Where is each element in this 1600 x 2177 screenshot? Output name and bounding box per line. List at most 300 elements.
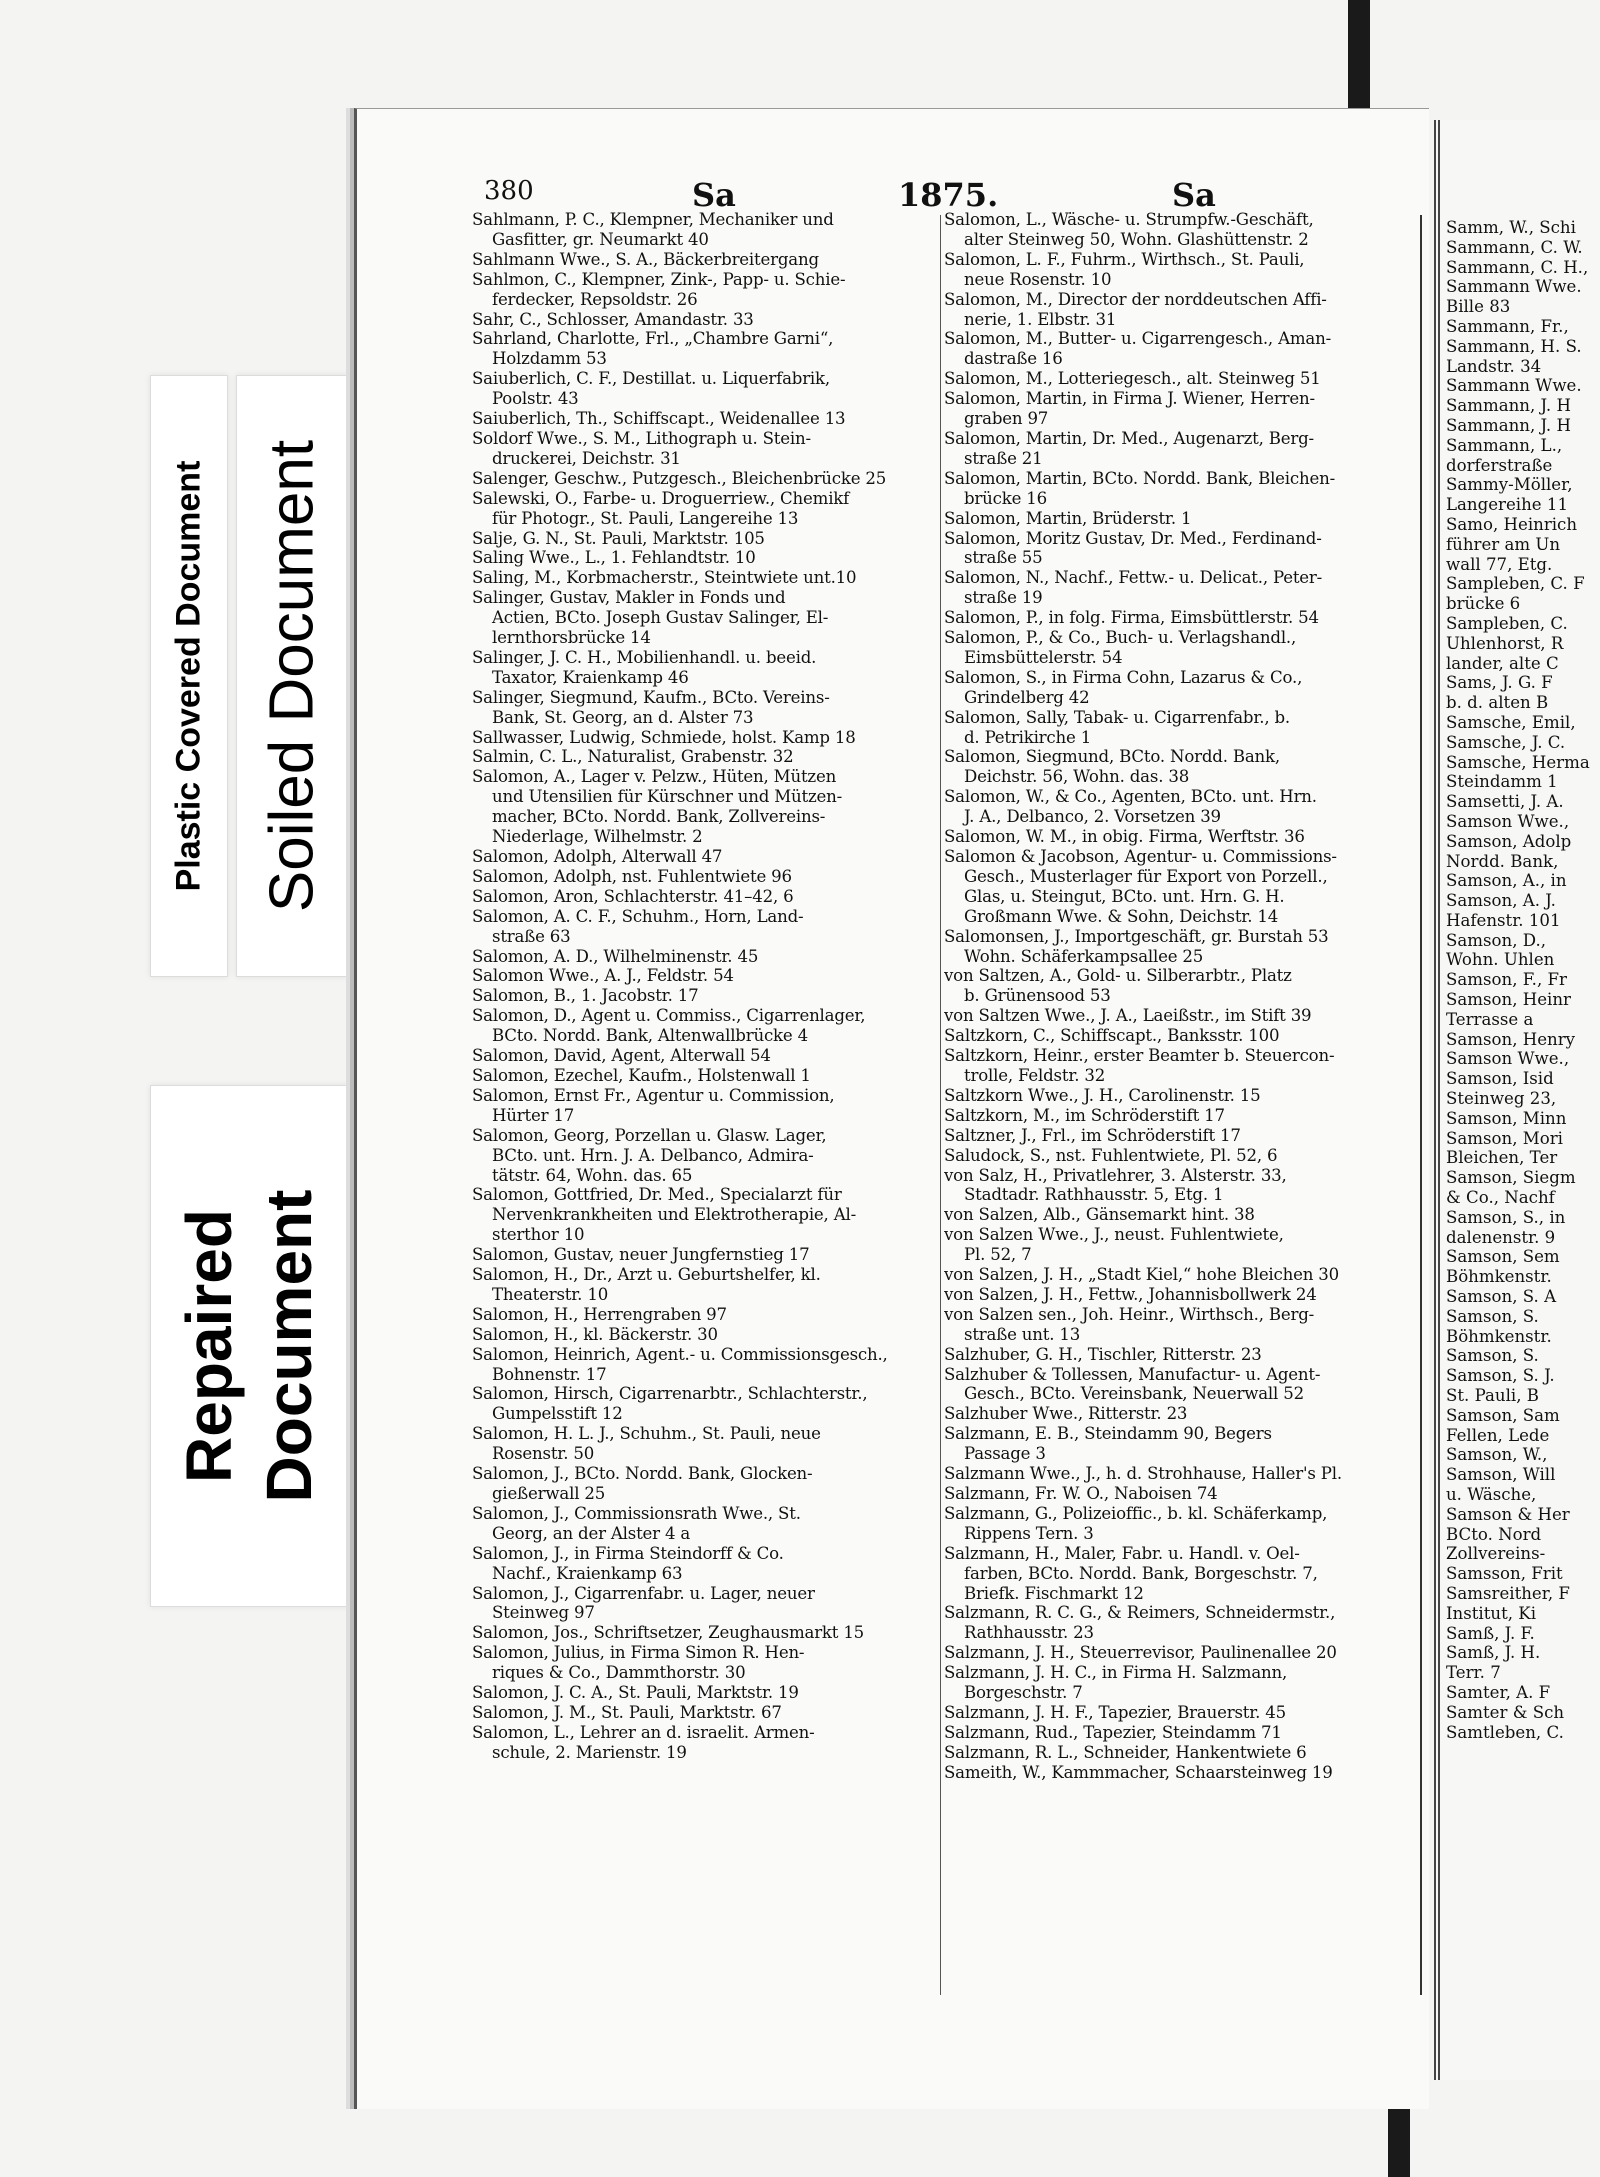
- facing-page-fragment: Samson, Siegm: [1446, 1168, 1576, 1188]
- directory-entry: [944, 927, 1414, 967]
- entry-line: Salomon, H. L. J., Schuhm., St. Pauli, neue: [472, 1424, 821, 1444]
- entry-line: Salomon, Hirsch, Cigarrenarbtr., Schlachterstr.,: [472, 1384, 868, 1404]
- entry-line: Saltzkorn Wwe., J. H., Carolinenstr. 15: [944, 1085, 1261, 1105]
- entry-line: Salinger, Gustav, Makler in Fonds und: [472, 588, 786, 608]
- directory-entry: [472, 568, 934, 588]
- facing-page-fragment: Sammann, J. H: [1446, 415, 1571, 435]
- facing-page-fragment: lander, alte C: [1446, 653, 1559, 673]
- directory-entry: [472, 529, 934, 549]
- entry-line: Salomon, M., Lotteriegesch., alt. Steinweg 51: [944, 369, 1321, 389]
- entry-continuation: Taxator, Kraienkamp 46: [492, 667, 689, 687]
- facing-page-fragment: Sammann, C. H.,: [1446, 257, 1589, 277]
- entry-line: von Salzen, J. H., Fettw., Johannisbollwerk 24: [944, 1284, 1317, 1304]
- facing-page-fragment: dorferstraße: [1446, 455, 1553, 475]
- entry-line: Salzmann, R. L., Schneider, Hankentwiete 6: [944, 1742, 1307, 1762]
- facing-page-fragment: u. Wäsche,: [1446, 1485, 1537, 1504]
- entry-line: Saltzner, J., Frl., im Schröderstift 17: [944, 1125, 1241, 1145]
- directory-entry: [944, 708, 1414, 748]
- facing-page-fragment: Wohn. Uhlen: [1446, 950, 1555, 970]
- facing-page-fragment: & Co., Nachf: [1446, 1188, 1555, 1208]
- facing-page-fragment: Samson, Heinr: [1446, 990, 1571, 1010]
- entry-continuation: Gesch., Musterlager für Export von Porzell.,: [964, 866, 1328, 886]
- facing-page-fragment: Samson, Adolp: [1446, 831, 1572, 851]
- entry-continuation: Niederlage, Wilhelmstr. 2: [492, 827, 703, 847]
- directory-entry: [472, 1006, 934, 1046]
- entry-line: Salomon, D., Agent u. Commiss., Cigarrenlager,: [472, 1006, 866, 1026]
- entry-continuation: straße unt. 13: [964, 1324, 1081, 1344]
- facing-page-fragment: Samter, A. F: [1446, 1682, 1551, 1702]
- directory-entry: [944, 1345, 1414, 1365]
- entry-line: Salzmann, J. H., Steuerrevisor, Paulinenallee 20: [944, 1643, 1337, 1663]
- entry-continuation: gießerwall 25: [492, 1484, 606, 1503]
- directory-entry: [944, 1365, 1414, 1405]
- entry-continuation: Briefk. Fischmarkt 12: [964, 1583, 1144, 1603]
- soiled-label: [236, 375, 348, 977]
- entry-continuation: riques & Co., Dammthorstr. 30: [492, 1663, 746, 1683]
- facing-page-fragment: Uhlenhorst, R: [1446, 633, 1564, 653]
- entry-continuation: schule, 2. Marienstr. 19: [492, 1742, 687, 1762]
- entry-line: Salomon, J. M., St. Pauli, Marktstr. 67: [472, 1702, 782, 1722]
- entry-continuation: neue Rosenstr. 10: [964, 269, 1112, 289]
- entry-line: Salomon, J., BCto. Nordd. Bank, Glocken-: [472, 1464, 813, 1484]
- entry-line: Salomon, Siegmund, BCto. Nordd. Bank,: [944, 747, 1280, 767]
- directory-entry: [472, 1046, 934, 1066]
- entry-line: Salomon, W. M., in obig. Firma, Werftstr. 36: [944, 827, 1305, 847]
- directory-entry: [944, 1225, 1414, 1265]
- entry-line: Salomon, Sally, Tabak- u. Cigarrenfabr., b.: [944, 707, 1290, 727]
- directory-entry: [472, 1325, 934, 1345]
- facing-page-fragment: St. Pauli, B: [1446, 1386, 1539, 1406]
- directory-entry: [944, 1086, 1414, 1106]
- facing-page-fragment: Samo, Heinrich: [1446, 514, 1578, 534]
- facing-page-fragment: Steinweg 23,: [1446, 1089, 1557, 1109]
- facing-page-fragment: Samsetti, J. A.: [1446, 792, 1564, 812]
- entry-line: Salzmann, Fr. W. O., Naboisen 74: [944, 1484, 1218, 1503]
- entry-line: Salomon Wwe., A. J., Feldstr. 54: [472, 966, 734, 986]
- directory-entry: [472, 1623, 934, 1643]
- facing-page-fragment: b. d. alten B: [1446, 693, 1549, 713]
- directory-entry: [472, 489, 934, 529]
- entry-continuation: Nachf., Kraienkamp 63: [492, 1563, 683, 1583]
- entry-line: Salzmann, Rud., Tapezier, Steindamm 71: [944, 1722, 1282, 1742]
- entry-line: Salomon, Martin, BCto. Nordd. Bank, Bleichen-: [944, 468, 1336, 488]
- facing-page-fragment: Samm, W., Schi: [1446, 218, 1576, 237]
- entry-line: Salomon, L. F., Fuhrm., Wirthsch., St. Pauli,: [944, 249, 1305, 269]
- directory-entry: [944, 1703, 1414, 1723]
- entry-line: Saltzkorn, Heinr., erster Beamter b. Steuercon-: [944, 1046, 1335, 1066]
- directory-column-facing-page: [1446, 218, 1600, 1742]
- facing-page-fragment: Samß, J. F.: [1446, 1623, 1535, 1643]
- entry-line: Sahrland, Charlotte, Frl., „Chambre Garni“,: [472, 329, 834, 349]
- entry-line: von Salz, H., Privatlehrer, 3. Alsterstr. 33,: [944, 1165, 1287, 1185]
- entry-line: Salomon, Aron, Schlachterstr. 41–42, 6: [472, 886, 794, 906]
- entry-line: Salomon, David, Agent, Alterwall 54: [472, 1046, 771, 1066]
- year-heading: 1875.: [898, 176, 999, 214]
- directory-entry: [944, 1484, 1414, 1504]
- entry-continuation: Theaterstr. 10: [492, 1284, 609, 1304]
- facing-page-fragment: brücke 6: [1446, 594, 1521, 614]
- facing-page-fragment: Samsche, Emil,: [1446, 712, 1576, 732]
- directory-entry: [944, 1424, 1414, 1464]
- entry-line: Saling Wwe., L., 1. Fehlandtstr. 10: [472, 548, 756, 568]
- facing-page-fragment: Samsreither, F: [1446, 1583, 1570, 1603]
- directory-entry: [472, 1245, 934, 1265]
- facing-page-fragment: wall 77, Etg.: [1446, 554, 1553, 574]
- facing-page-fragment: Sampleben, C. F: [1446, 574, 1585, 594]
- entry-continuation: dastraße 16: [964, 349, 1063, 369]
- directory-entry: [944, 1305, 1414, 1345]
- repaired-line-2: Document: [253, 1189, 325, 1503]
- entry-continuation: macher, BCto. Nordd. Bank, Zollvereins-: [492, 807, 826, 827]
- directory-entry: [472, 409, 934, 429]
- directory-entry: [944, 1643, 1414, 1663]
- directory-entry: [472, 887, 934, 907]
- directory-entry: [472, 1723, 934, 1763]
- entry-continuation: b. Grünensood 53: [964, 986, 1111, 1006]
- directory-entry: [944, 529, 1414, 569]
- entry-line: Salzmann, J. H. F., Tapezier, Brauerstr. 45: [944, 1702, 1287, 1722]
- entry-line: Salomon, W., & Co., Agenten, BCto. unt. Hrn.: [944, 787, 1317, 807]
- entry-line: Soldorf Wwe., S. M., Lithograph u. Stein-: [472, 428, 811, 448]
- facing-page-fragment: Samson, S.: [1446, 1306, 1539, 1326]
- entry-line: Salomon, Martin, Brüderstr. 1: [944, 508, 1192, 528]
- facing-page-fragment: Fellen, Lede: [1446, 1425, 1550, 1445]
- entry-continuation: brücke 16: [964, 488, 1047, 508]
- facing-page-fragment: Samson & Her: [1446, 1504, 1570, 1524]
- directory-entry: [944, 250, 1414, 290]
- facing-page-fragment: Samson, A. J.: [1446, 891, 1556, 911]
- entry-continuation: Glas, u. Steingut, BCto. unt. Hrn. G. H.: [964, 886, 1285, 906]
- entry-continuation: Georg, an der Alster 4 a: [492, 1523, 691, 1543]
- facing-page-fragment: Samter & Sch: [1446, 1702, 1565, 1722]
- entry-continuation: Rippens Tern. 3: [964, 1523, 1094, 1543]
- directory-entry: [944, 1006, 1414, 1026]
- entry-continuation: Actien, BCto. Joseph Gustav Salinger, El-: [492, 608, 829, 628]
- directory-entry: [472, 1464, 934, 1504]
- entry-line: Salomon, J. C. A., St. Pauli, Marktstr. 19: [472, 1683, 799, 1703]
- soiled-text: Soiled Document: [257, 439, 327, 913]
- directory-entry: [944, 389, 1414, 429]
- right-heading: Sa: [1172, 176, 1216, 214]
- directory-entry: [472, 767, 934, 847]
- directory-entry: [472, 469, 934, 489]
- directory-entry: [944, 1504, 1414, 1544]
- entry-line: Salje, G. N., St. Pauli, Marktstr. 105: [472, 528, 765, 548]
- entry-line: Salomon, J., Commissionsrath Wwe., St.: [472, 1503, 801, 1523]
- facing-page-fragment: Samsche, Herma: [1446, 752, 1590, 772]
- directory-entry: [472, 648, 934, 688]
- entry-line: Salzhuber & Tollessen, Manufactur- u. Agent-: [944, 1364, 1321, 1384]
- facing-page-fragment: Samson, S.: [1446, 1346, 1539, 1366]
- facing-page-fragment: Samson, Sem: [1446, 1247, 1560, 1267]
- directory-entry: [944, 1146, 1414, 1166]
- entry-line: Saling, M., Korbmacherstr., Steintwiete unt.10: [472, 568, 857, 588]
- column-divider: [940, 215, 941, 1995]
- entry-line: Salomon, H., Herrengraben 97: [472, 1304, 727, 1324]
- entry-continuation: BCto. unt. Hrn. J. A. Delbanco, Admira-: [492, 1145, 814, 1165]
- entry-line: Saltzkorn, M., im Schröderstift 17: [944, 1105, 1225, 1125]
- entry-line: Salomon, Martin, in Firma J. Wiener, Herren-: [944, 389, 1315, 409]
- entry-continuation: BCto. Nordd. Bank, Altenwallbrücke 4: [492, 1026, 808, 1046]
- facing-page-fragment: Samtleben, C.: [1446, 1722, 1564, 1742]
- entry-line: Salzhuber Wwe., Ritterstr. 23: [944, 1404, 1188, 1424]
- directory-entry: [472, 688, 934, 728]
- facing-page-fragment: Sammann, H. S.: [1446, 336, 1582, 356]
- directory-entry: [472, 250, 934, 270]
- facing-page-fragment: Samson Wwe.,: [1446, 811, 1570, 831]
- entry-line: Salzmann, E. B., Steindamm 90, Begers: [944, 1424, 1272, 1444]
- directory-entry: [944, 1404, 1414, 1424]
- entry-line: Salomon, Gottfried, Dr. Med., Specialarzt für: [472, 1185, 842, 1205]
- entry-continuation: Bohnenstr. 17: [492, 1364, 607, 1384]
- directory-entry: [472, 310, 934, 330]
- repaired-label: [150, 1085, 348, 1607]
- entry-line: Salmin, C. L., Naturalist, Grabenstr. 32: [472, 747, 794, 767]
- directory-entry: [472, 867, 934, 887]
- directory-entry: [472, 747, 934, 767]
- facing-page-fragment: Zollvereins-: [1446, 1544, 1546, 1564]
- entry-continuation: graben 97: [964, 409, 1049, 429]
- facing-page-fragment: Bille 83: [1446, 297, 1511, 317]
- entry-continuation: sterthor 10: [492, 1225, 585, 1245]
- entry-continuation: alter Steinweg 50, Wohn. Glashüttenstr. 2: [964, 229, 1309, 249]
- page-number: 380: [484, 176, 534, 206]
- facing-page-fragment: Samson Wwe.,: [1446, 1049, 1570, 1069]
- directory-entry: [944, 608, 1414, 628]
- entry-line: Salomon, N., Nachf., Fettw.- u. Delicat., Peter-: [944, 568, 1323, 588]
- directory-column-left: [472, 210, 934, 1763]
- entry-continuation: straße 19: [964, 588, 1043, 608]
- directory-entry: [944, 668, 1414, 708]
- directory-entry: [944, 568, 1414, 608]
- entry-continuation: für Photogr., St. Pauli, Langereihe 13: [492, 508, 799, 528]
- entry-continuation: Bank, St. Georg, an d. Alster 73: [492, 707, 754, 727]
- entry-line: Saltzkorn, C., Schiffscapt., Banksstr. 100: [944, 1026, 1280, 1046]
- entry-line: Salomon, M., Director der norddeutschen Affi-: [944, 289, 1327, 309]
- facing-page-fragment: Samsson, Frit: [1446, 1564, 1563, 1584]
- directory-entry: [944, 469, 1414, 509]
- directory-entry: [944, 1106, 1414, 1126]
- facing-page-fragment: Terr. 7: [1446, 1663, 1501, 1683]
- entry-line: von Salzen, Alb., Gänsemarkt hint. 38: [944, 1205, 1255, 1225]
- entry-continuation: Eimsbüttelerstr. 54: [964, 647, 1123, 667]
- entry-line: Saiuberlich, Th., Schiffscapt., Weidenallee 13: [472, 409, 846, 429]
- directory-entry: [944, 290, 1414, 330]
- facing-page-fragment: Böhmkenstr.: [1446, 1326, 1552, 1346]
- directory-entry: [472, 728, 934, 748]
- entry-continuation: trolle, Feldstr. 32: [964, 1065, 1106, 1085]
- directory-entry: [944, 509, 1414, 529]
- entry-continuation: tätstr. 64, Wohn. das. 65: [492, 1165, 693, 1185]
- directory-entry: [472, 588, 934, 648]
- entry-continuation: Deichstr. 56, Wohn. das. 38: [964, 767, 1190, 787]
- directory-entry: [472, 429, 934, 469]
- directory-entry: [472, 1544, 934, 1584]
- directory-entry: [944, 210, 1414, 250]
- entry-line: Salomonsen, J., Importgeschäft, gr. Burstah 53: [944, 926, 1329, 946]
- entry-line: Salomon, A., Lager v. Pelzw., Hüten, Mützen: [472, 767, 837, 787]
- directory-entry: [472, 1643, 934, 1683]
- entry-line: Salomon, Adolph, Alterwall 47: [472, 847, 723, 866]
- directory-entry: [944, 1166, 1414, 1206]
- facing-page-fragment: Böhmkenstr.: [1446, 1267, 1552, 1287]
- entry-line: Salzmann, G., Polizeioffic., b. kl. Schäferkamp,: [944, 1503, 1328, 1523]
- facing-page-fragment: Samson, S. J.: [1446, 1366, 1555, 1386]
- facing-page-fragment: Sammann, Fr.,: [1446, 316, 1569, 336]
- facing-page-fragment: Sammann, J. H: [1446, 396, 1571, 416]
- directory-entry: [472, 847, 934, 867]
- facing-page-fragment: Institut, Ki: [1446, 1603, 1537, 1623]
- entry-continuation: farben, BCto. Nordd. Bank, Borgeschstr. 7,: [964, 1563, 1318, 1583]
- entry-line: Salomon, L., Wäsche- u. Strumpfw.-Geschäft,: [944, 210, 1314, 229]
- entry-line: Salenger, Geschw., Putzgesch., Bleichenbrücke 25: [472, 468, 887, 488]
- entry-line: Salomon, P., in folg. Firma, Eimsbüttlerstr. 54: [944, 608, 1319, 628]
- entry-line: Sahlmann Wwe., S. A., Bäckerbreitergang: [472, 249, 819, 269]
- facing-page-fragment: Steindamm 1: [1446, 772, 1558, 792]
- directory-entry: [944, 1205, 1414, 1225]
- plastic-covered-label: [150, 375, 228, 977]
- entry-continuation: J. A., Delbanco, 2. Vorsetzen 39: [964, 807, 1221, 827]
- facing-page-fragment: Sammann, C. W.: [1446, 237, 1583, 257]
- directory-entry: [944, 329, 1414, 369]
- directory-entry: [472, 1185, 934, 1245]
- entry-line: von Salzen, J. H., „Stadt Kiel,“ hohe Bleichen 30: [944, 1265, 1340, 1285]
- facing-page-fragment: Sammann Wwe.: [1446, 277, 1582, 297]
- entry-continuation: Grindelberg 42: [964, 687, 1090, 707]
- left-heading: Sa: [692, 176, 736, 214]
- entry-line: Salzmann, R. C. G., & Reimers, Schneidermstr.,: [944, 1603, 1336, 1623]
- facing-page-fragment: Langereihe 11: [1446, 495, 1568, 515]
- entry-line: Salomon, Adolph, nst. Fuhlentwiete 96: [472, 866, 792, 886]
- binding-bar-top: [1348, 0, 1370, 112]
- facing-page-fragment: Samson, Henry: [1446, 1029, 1576, 1049]
- repaired-text: [169, 1190, 329, 1503]
- directory-entry: [472, 947, 934, 967]
- entry-continuation: lernthorsbrücke 14: [492, 628, 651, 648]
- facing-page-fragment: Samson, Isid: [1446, 1069, 1554, 1089]
- entry-continuation: Pl. 52, 7: [964, 1245, 1032, 1265]
- entry-line: Salomon, Julius, in Firma Simon R. Hen-: [472, 1643, 805, 1663]
- page-gutter-divider: [1420, 215, 1422, 1995]
- entry-line: Salomon, A. D., Wilhelminenstr. 45: [472, 946, 759, 966]
- entry-line: Salomon, Ezechel, Kaufm., Holstenwall 1: [472, 1065, 811, 1085]
- entry-continuation: Poolstr. 43: [492, 389, 579, 409]
- directory-entry: [472, 966, 934, 986]
- entry-continuation: nerie, 1. Elbstr. 31: [964, 309, 1117, 329]
- entry-line: Salomon, H., Dr., Arzt u. Geburtshelfer, kl.: [472, 1265, 821, 1285]
- directory-entry: [472, 986, 934, 1006]
- facing-page-fragment: Terrasse a: [1446, 1009, 1534, 1029]
- directory-entry: [472, 210, 934, 250]
- facing-page-fragment: Samson, Sam: [1446, 1405, 1560, 1425]
- plastic-covered-text: Plastic Covered Document: [169, 460, 208, 892]
- directory-entry: [944, 827, 1414, 847]
- entry-continuation: Passage 3: [964, 1444, 1046, 1464]
- entry-line: Salomon, M., Butter- u. Cigarrengesch., Aman-: [944, 329, 1331, 349]
- facing-page-fragment: Samson, Will: [1446, 1465, 1556, 1485]
- directory-entry: [472, 548, 934, 568]
- directory-entry: [472, 1345, 934, 1385]
- directory-entry: [944, 1126, 1414, 1146]
- directory-entry: [944, 847, 1414, 927]
- directory-entry: [472, 1126, 934, 1186]
- entry-line: Salzmann, J. H. C., in Firma H. Salzmann,: [944, 1663, 1288, 1683]
- facing-page-fragment: Landstr. 34: [1446, 356, 1542, 376]
- entry-line: Salewski, O., Farbe- u. Droguerriew., Chemikf: [472, 488, 850, 508]
- entry-continuation: Rathhausstr. 23: [964, 1623, 1094, 1643]
- entry-line: Sahlmann, P. C., Klempner, Mechaniker und: [472, 210, 834, 229]
- directory-entry: [472, 1584, 934, 1624]
- directory-entry: [944, 1026, 1414, 1046]
- entry-line: von Saltzen, A., Gold- u. Silberarbtr., Platz: [944, 966, 1292, 986]
- entry-continuation: d. Petrikirche 1: [964, 727, 1092, 747]
- entry-continuation: Gesch., BCto. Vereinsbank, Neuerwall 52: [964, 1384, 1304, 1404]
- entry-line: Salomon, Martin, Dr. Med., Augenarzt, Berg-: [944, 428, 1314, 448]
- facing-page-fragment: Bleichen, Ter: [1446, 1148, 1558, 1168]
- entry-line: Salomon, Jos., Schriftsetzer, Zeughausmarkt 15: [472, 1623, 865, 1643]
- directory-entry: [472, 369, 934, 409]
- entry-continuation: Großmann Wwe. & Sohn, Deichstr. 14: [964, 906, 1279, 926]
- entry-line: Salomon, S., in Firma Cohn, Lazarus & Co.,: [944, 667, 1303, 687]
- facing-page-fragment: Samson, D.,: [1446, 930, 1546, 950]
- entry-line: Sahr, C., Schlosser, Amandastr. 33: [472, 309, 754, 329]
- directory-entry: [944, 1046, 1414, 1086]
- entry-line: Sameith, W., Kammmacher, Schaarsteinweg 19: [944, 1762, 1333, 1782]
- facing-page-fragment: Sampleben, C.: [1446, 613, 1568, 633]
- entry-continuation: straße 63: [492, 926, 571, 946]
- entry-continuation: straße 21: [964, 448, 1043, 468]
- directory-entry: [472, 1305, 934, 1325]
- entry-continuation: ferdecker, Repsoldstr. 26: [492, 289, 698, 309]
- directory-entry: [472, 1086, 934, 1126]
- directory-entry: [944, 1603, 1414, 1643]
- facing-page-fragment: Nordd. Bank,: [1446, 851, 1559, 871]
- facing-page-fragment: Samson, A., in: [1446, 871, 1567, 891]
- entry-line: Salzmann Wwe., J., h. d. Strohhause, Haller's Pl.: [944, 1464, 1342, 1484]
- entry-line: Salomon, Georg, Porzellan u. Glasw. Lager,: [472, 1125, 827, 1145]
- entry-continuation: Steinweg 97: [492, 1603, 595, 1623]
- facing-page-fragment: Samß, J. H.: [1446, 1643, 1541, 1663]
- entry-line: Salomon, J., in Firma Steindorff & Co.: [472, 1543, 784, 1563]
- repaired-line-1: Repaired: [173, 1209, 245, 1483]
- entry-line: Salinger, Siegmund, Kaufm., BCto. Vereins-: [472, 687, 830, 707]
- directory-entry: [472, 1265, 934, 1305]
- entry-continuation: Holzdamm 53: [492, 349, 607, 369]
- directory-entry: [472, 1504, 934, 1544]
- directory-entry: [944, 1464, 1414, 1484]
- entry-continuation: Rosenstr. 50: [492, 1444, 595, 1464]
- entry-line: Salomon, Heinrich, Agent.- u. Commissionsgesch.,: [472, 1344, 888, 1364]
- entry-line: Salzhuber, G. H., Tischler, Ritterstr. 23: [944, 1344, 1262, 1364]
- facing-page-fragment: Samson, Minn: [1446, 1108, 1567, 1128]
- directory-entry: [472, 1384, 934, 1424]
- entry-line: Salomon, Moritz Gustav, Dr. Med., Ferdinand-: [944, 528, 1322, 548]
- facing-page-fragment: Samson, S. A: [1446, 1287, 1557, 1307]
- entry-continuation: Hürter 17: [492, 1105, 575, 1125]
- facing-page-fragment: Samson, W.,: [1446, 1445, 1548, 1465]
- entry-line: von Salzen Wwe., J., neust. Fuhlentwiete,: [944, 1225, 1284, 1245]
- facing-page-fragment: Sammann, L.,: [1446, 435, 1563, 455]
- directory-entry: [472, 1683, 934, 1703]
- entry-continuation: Nervenkrankheiten und Elektrotherapie, Al-: [492, 1205, 856, 1225]
- facing-page-fragment: BCto. Nord: [1446, 1524, 1542, 1544]
- directory-entry: [944, 628, 1414, 668]
- entry-line: Salomon, L., Lehrer an d. israelit. Armen-: [472, 1722, 815, 1742]
- facing-page-fragment: Hafenstr. 101: [1446, 910, 1561, 930]
- facing-page-fragment: Sammy-Möller,: [1446, 475, 1573, 495]
- entry-line: von Saltzen Wwe., J. A., Laeißstr., im Stift 39: [944, 1006, 1312, 1026]
- entry-continuation: druckerei, Deichstr. 31: [492, 448, 681, 468]
